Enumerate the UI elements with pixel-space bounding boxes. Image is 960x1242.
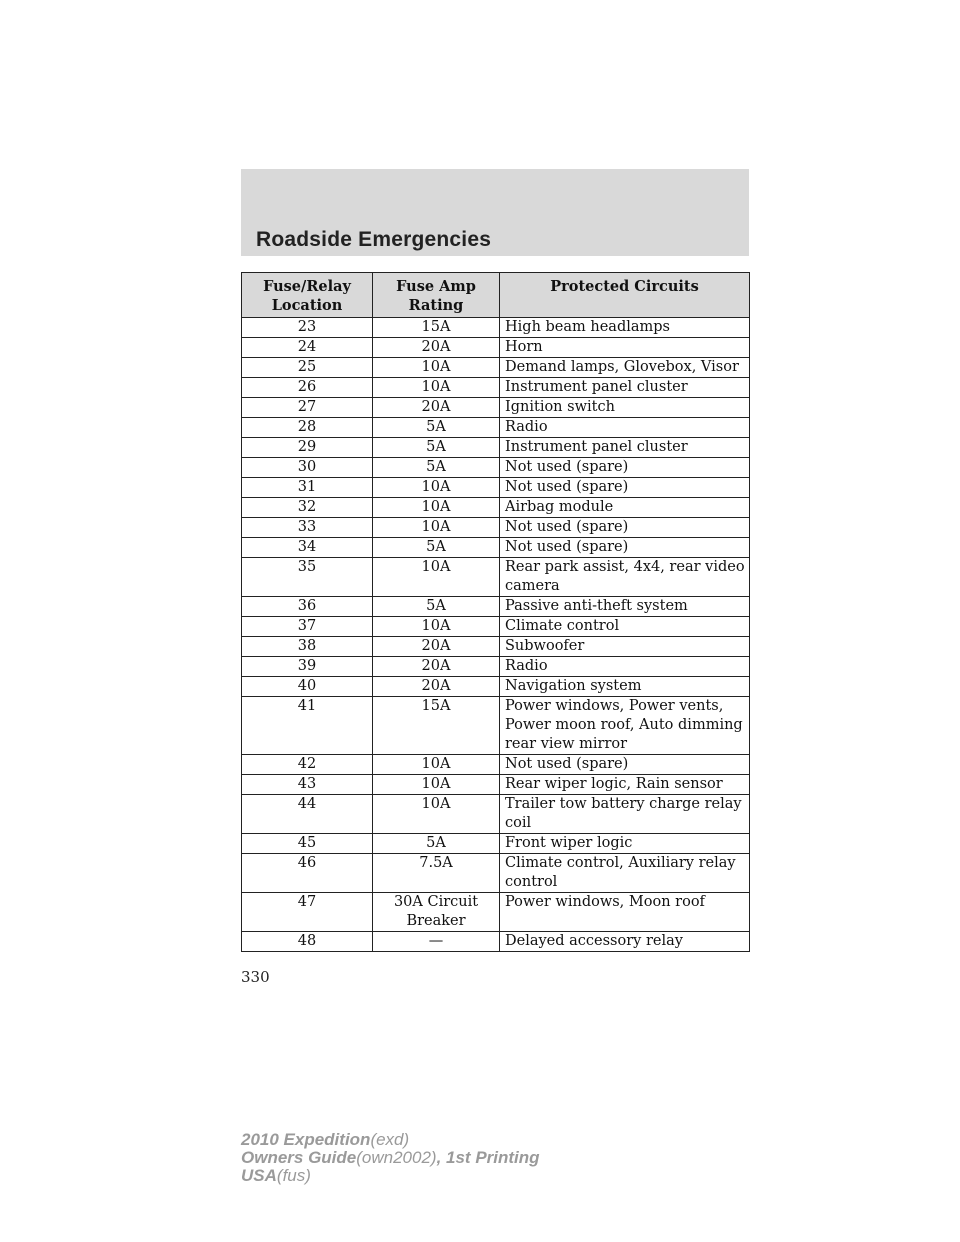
- cell-rating: 20A: [373, 338, 500, 358]
- cell-rating: 10A: [373, 478, 500, 498]
- cell-circuit: Rear wiper logic, Rain sensor: [500, 775, 750, 795]
- cell-rating: 30A Circuit Breaker: [373, 893, 500, 932]
- page-number: 330: [241, 968, 270, 986]
- cell-rating: —: [373, 932, 500, 952]
- table-row: [242, 617, 750, 637]
- section-title: Roadside Emergencies: [256, 228, 492, 251]
- table-row: [242, 597, 750, 617]
- cell-rating: 10A: [373, 518, 500, 538]
- cell-location: 24: [242, 338, 373, 358]
- cell-rating: 10A: [373, 358, 500, 378]
- table-row: [242, 478, 750, 498]
- cell-location: 34: [242, 538, 373, 558]
- cell-circuit: Climate control, Auxiliary relay control: [500, 854, 750, 893]
- fuse-table: [241, 272, 750, 952]
- cell-circuit: Instrument panel cluster: [500, 438, 750, 458]
- cell-circuit: Demand lamps, Glovebox, Visor: [500, 358, 750, 378]
- cell-location: 44: [242, 795, 373, 834]
- table-row: [242, 657, 750, 677]
- cell-location: 40: [242, 677, 373, 697]
- cell-circuit: Radio: [500, 657, 750, 677]
- table-body: [242, 318, 750, 952]
- cell-rating: 20A: [373, 677, 500, 697]
- cell-location: 48: [242, 932, 373, 952]
- cell-circuit: Instrument panel cluster: [500, 378, 750, 398]
- cell-rating: 10A: [373, 775, 500, 795]
- table-row: [242, 795, 750, 834]
- cell-rating: 5A: [373, 538, 500, 558]
- cell-location: 23: [242, 318, 373, 338]
- table-row: [242, 418, 750, 438]
- cell-rating: 10A: [373, 498, 500, 518]
- cell-circuit: Front wiper logic: [500, 834, 750, 854]
- cell-circuit: Not used (spare): [500, 755, 750, 775]
- cell-rating: 10A: [373, 755, 500, 775]
- cell-location: 30: [242, 458, 373, 478]
- cell-circuit: Passive anti-theft system: [500, 597, 750, 617]
- table-row: [242, 755, 750, 775]
- cell-circuit: Not used (spare): [500, 458, 750, 478]
- table-row: [242, 498, 750, 518]
- cell-circuit: Power windows, Power vents, Power moon roof, Auto dimming rear view mirror: [500, 697, 750, 755]
- cell-location: 32: [242, 498, 373, 518]
- cell-circuit: Rear park assist, 4x4, rear video camera: [500, 558, 750, 597]
- cell-circuit: Horn: [500, 338, 750, 358]
- cell-location: 35: [242, 558, 373, 597]
- cell-location: 45: [242, 834, 373, 854]
- table-row: [242, 358, 750, 378]
- cell-location: 46: [242, 854, 373, 893]
- table-row: [242, 697, 750, 755]
- cell-location: 29: [242, 438, 373, 458]
- cell-location: 39: [242, 657, 373, 677]
- footer: [241, 1131, 540, 1185]
- table-row: [242, 318, 750, 338]
- cell-circuit: Subwoofer: [500, 637, 750, 657]
- cell-location: 25: [242, 358, 373, 378]
- cell-location: 27: [242, 398, 373, 418]
- cell-circuit: Navigation system: [500, 677, 750, 697]
- table-row: [242, 854, 750, 893]
- cell-circuit: Radio: [500, 418, 750, 438]
- column-header-rating: Fuse Amp Rating: [373, 273, 500, 318]
- cell-rating: 20A: [373, 657, 500, 677]
- cell-rating: 5A: [373, 834, 500, 854]
- cell-rating: 15A: [373, 318, 500, 338]
- cell-rating: 5A: [373, 597, 500, 617]
- cell-circuit: Ignition switch: [500, 398, 750, 418]
- footer-line-1: 2010 Expedition(exd): [241, 1130, 410, 1149]
- cell-location: 26: [242, 378, 373, 398]
- footer-line-3: USA(fus): [241, 1166, 311, 1185]
- cell-location: 33: [242, 518, 373, 538]
- table-row: [242, 775, 750, 795]
- cell-circuit: Airbag module: [500, 498, 750, 518]
- cell-rating: 10A: [373, 795, 500, 834]
- table-row: [242, 438, 750, 458]
- table-row: [242, 458, 750, 478]
- cell-location: 47: [242, 893, 373, 932]
- cell-rating: 10A: [373, 617, 500, 637]
- cell-location: 28: [242, 418, 373, 438]
- cell-circuit: Climate control: [500, 617, 750, 637]
- cell-circuit: High beam headlamps: [500, 318, 750, 338]
- cell-circuit: Not used (spare): [500, 538, 750, 558]
- cell-location: 41: [242, 697, 373, 755]
- cell-rating: 5A: [373, 418, 500, 438]
- table-row: [242, 893, 750, 932]
- cell-location: 31: [242, 478, 373, 498]
- table-row: [242, 538, 750, 558]
- cell-location: 38: [242, 637, 373, 657]
- table-row: [242, 378, 750, 398]
- footer-line-2: Owners Guide(own2002), 1st Printing: [241, 1148, 540, 1167]
- table-header-row: [242, 273, 750, 318]
- table-row: [242, 637, 750, 657]
- cell-location: 43: [242, 775, 373, 795]
- cell-circuit: Power windows, Moon roof: [500, 893, 750, 932]
- cell-location: 36: [242, 597, 373, 617]
- table-row: [242, 398, 750, 418]
- cell-rating: 15A: [373, 697, 500, 755]
- cell-location: 37: [242, 617, 373, 637]
- table-row: [242, 518, 750, 538]
- cell-rating: 10A: [373, 378, 500, 398]
- cell-rating: 7.5A: [373, 854, 500, 893]
- cell-circuit: Trailer tow battery charge relay coil: [500, 795, 750, 834]
- cell-rating: 20A: [373, 637, 500, 657]
- table-row: [242, 677, 750, 697]
- table-row: [242, 558, 750, 597]
- cell-location: 42: [242, 755, 373, 775]
- table-row: [242, 932, 750, 952]
- cell-rating: 20A: [373, 398, 500, 418]
- cell-rating: 5A: [373, 438, 500, 458]
- cell-circuit: Not used (spare): [500, 478, 750, 498]
- table-row: [242, 834, 750, 854]
- cell-rating: 10A: [373, 558, 500, 597]
- table-row: [242, 338, 750, 358]
- cell-circuit: Delayed accessory relay: [500, 932, 750, 952]
- column-header-location: Fuse/Relay Location: [242, 273, 373, 318]
- cell-circuit: Not used (spare): [500, 518, 750, 538]
- column-header-circuits: Protected Circuits: [500, 273, 750, 318]
- cell-rating: 5A: [373, 458, 500, 478]
